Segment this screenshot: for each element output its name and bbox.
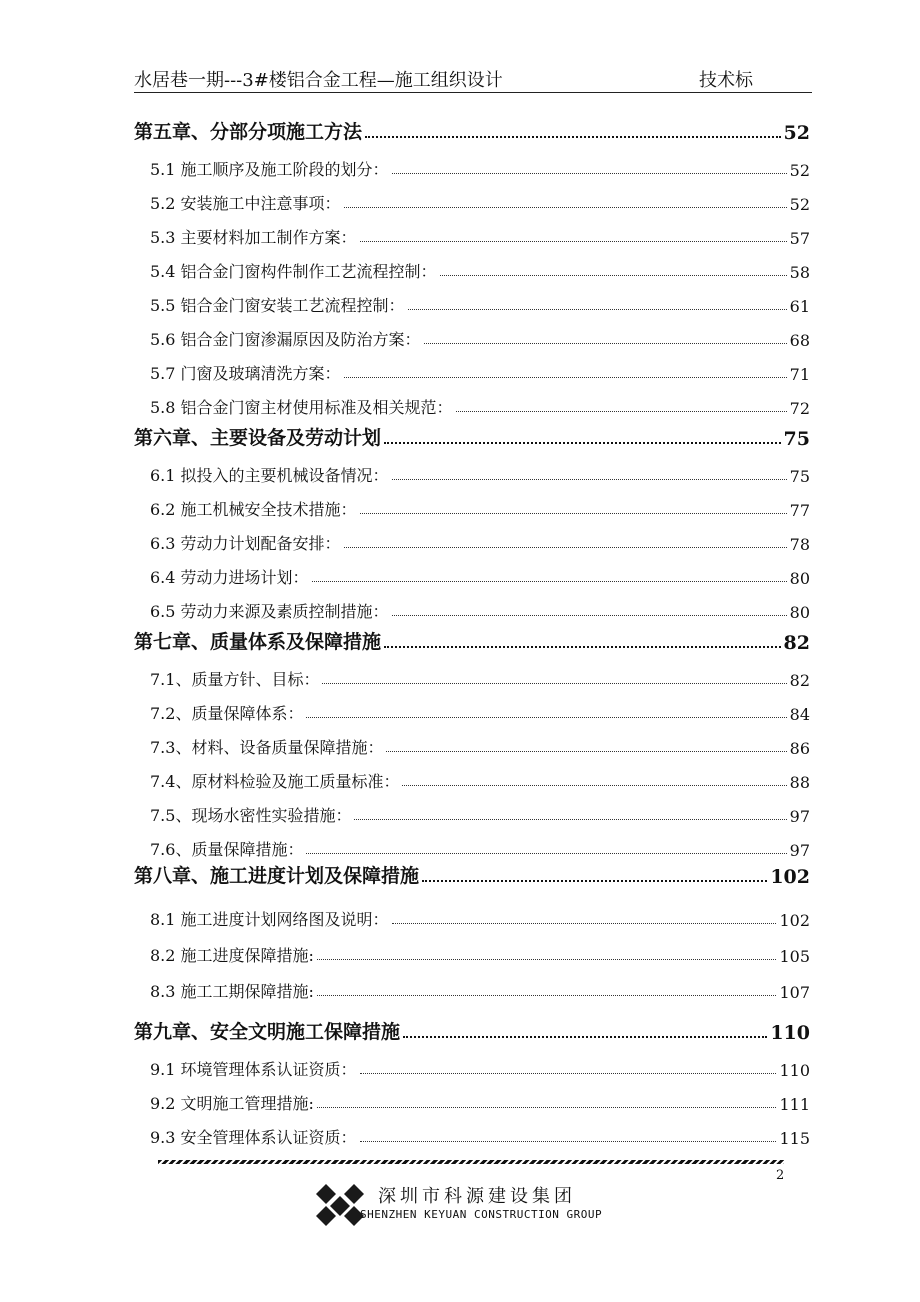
toc-section[interactable] (150, 154, 810, 180)
dot-leader (384, 646, 781, 648)
dot-leader (360, 1141, 777, 1142)
toc-section[interactable] (150, 392, 810, 418)
toc-label: 7.1、质量方针、目标： (150, 670, 320, 689)
toc-label: 5.1 施工顺序及施工阶段的划分： (150, 160, 389, 179)
dot-leader (422, 880, 767, 882)
toc-label: 5.5 铝合金门窗安装工艺流程控制： (150, 296, 405, 315)
toc-section[interactable] (150, 1088, 810, 1114)
toc-label: 第五章、分部分项施工方法 (134, 121, 363, 143)
toc-section[interactable] (150, 528, 810, 554)
toc-page: 77 (789, 501, 810, 520)
toc-label: 5.8 铝合金门窗主材使用标准及相关规范： (150, 398, 453, 417)
toc-label: 7.4、原材料检验及施工质量标准： (150, 772, 400, 791)
toc-section[interactable] (150, 1054, 810, 1080)
dot-leader (360, 1073, 777, 1074)
toc-page: 78 (789, 535, 810, 554)
toc-label: 8.3 施工工期保障措施: (150, 982, 314, 1001)
toc-section[interactable] (150, 494, 810, 520)
toc-page: 52 (789, 195, 810, 214)
toc-page: 82 (789, 671, 810, 690)
page-number: 2 (776, 1168, 785, 1183)
toc-page: 80 (789, 603, 810, 622)
toc-label: 7.3、材料、设备质量保障措施： (150, 738, 384, 757)
toc-page: 102 (770, 866, 810, 888)
toc-page: 57 (789, 229, 810, 248)
toc-page: 52 (783, 122, 810, 144)
document-type: 技术标 (699, 70, 753, 91)
toc-page: 52 (789, 161, 810, 180)
dot-leader (365, 136, 781, 138)
toc-section[interactable] (150, 800, 810, 826)
dot-leader (344, 377, 787, 378)
toc-section[interactable] (150, 976, 810, 1002)
toc-label: 6.1 拟投入的主要机械设备情况： (150, 466, 389, 485)
dot-leader (317, 1107, 777, 1108)
toc-page: 84 (789, 705, 810, 724)
toc-section[interactable] (150, 256, 810, 282)
toc-section[interactable] (150, 940, 810, 966)
toc-page: 110 (779, 1061, 810, 1080)
company-name-cn: 深圳市科源建设集团 (378, 1186, 576, 1207)
toc-label: 9.1 环境管理体系认证资质： (150, 1060, 357, 1079)
toc-label: 5.7 门窗及玻璃清洗方案： (150, 364, 341, 383)
toc-section[interactable] (150, 698, 810, 724)
dot-leader (424, 343, 787, 344)
toc-page: 102 (779, 911, 810, 930)
toc-section[interactable] (150, 222, 810, 248)
toc-section[interactable] (150, 460, 810, 486)
toc-label: 7.6、质量保障措施： (150, 840, 304, 859)
company-name-en: SHENZHEN KEYUAN CONSTRUCTION GROUP (360, 1208, 603, 1221)
toc-chapter[interactable] (134, 118, 810, 144)
dot-leader (360, 241, 787, 242)
toc-section[interactable] (150, 358, 810, 384)
dot-leader (360, 513, 787, 514)
toc-label: 6.2 施工机械安全技术措施： (150, 500, 357, 519)
dot-leader (322, 683, 786, 684)
dot-leader (344, 547, 787, 548)
footer-divider (158, 1160, 784, 1164)
toc-page: 75 (783, 428, 810, 450)
toc-chapter[interactable] (134, 1018, 810, 1044)
page-header (134, 64, 812, 93)
toc-chapter[interactable] (134, 628, 810, 654)
toc-label: 第八章、施工进度计划及保障措施 (134, 865, 420, 887)
dot-leader (456, 411, 787, 412)
toc-page: 72 (789, 399, 810, 418)
toc-label: 5.4 铝合金门窗构件制作工艺流程控制： (150, 262, 437, 281)
toc-section[interactable] (150, 324, 810, 350)
toc-label: 6.4 劳动力进场计划： (150, 568, 309, 587)
toc-label: 9.2 文明施工管理措施: (150, 1094, 314, 1113)
toc-page: 71 (789, 365, 810, 384)
dot-leader (392, 615, 787, 616)
toc-label: 6.3 劳动力计划配备安排： (150, 534, 341, 553)
toc-chapter[interactable] (134, 424, 810, 450)
dot-leader (392, 479, 787, 480)
dot-leader (386, 751, 786, 752)
dot-leader (392, 923, 777, 924)
toc-label: 第九章、安全文明施工保障措施 (134, 1021, 401, 1043)
toc-section[interactable] (150, 834, 810, 860)
toc-chapter[interactable] (134, 862, 810, 888)
toc-section[interactable] (150, 732, 810, 758)
dot-leader (344, 207, 787, 208)
toc-section[interactable] (150, 1122, 810, 1148)
toc-label: 7.5、现场水密性实验措施： (150, 806, 352, 825)
dot-leader (306, 853, 786, 854)
dot-leader (440, 275, 787, 276)
toc-page: 97 (789, 841, 810, 860)
dot-leader (306, 717, 786, 718)
toc-label: 7.2、质量保障体系： (150, 704, 304, 723)
toc-label: 5.6 铝合金门窗渗漏原因及防治方案： (150, 330, 421, 349)
dot-leader (317, 959, 777, 960)
toc-section[interactable] (150, 766, 810, 792)
toc-page: 115 (779, 1129, 810, 1148)
toc-section[interactable] (150, 904, 810, 930)
dot-leader (317, 995, 777, 996)
dot-leader (408, 309, 787, 310)
toc-page: 88 (789, 773, 810, 792)
toc-label: 5.2 安装施工中注意事项： (150, 194, 341, 213)
toc-section[interactable] (150, 562, 810, 588)
toc-page: 105 (779, 947, 810, 966)
toc-page: 75 (789, 467, 810, 486)
toc-page: 61 (789, 297, 810, 316)
toc-section[interactable] (150, 290, 810, 316)
toc-label: 6.5 劳动力来源及素质控制措施： (150, 602, 389, 621)
dot-leader (384, 442, 781, 444)
dot-leader (354, 819, 786, 820)
toc-page: 58 (789, 263, 810, 282)
toc-page: 111 (779, 1095, 810, 1114)
toc-label: 8.1 施工进度计划网络图及说明： (150, 910, 389, 929)
toc-section[interactable] (150, 664, 810, 690)
toc-label: 第七章、质量体系及保障措施 (134, 631, 382, 653)
toc-page: 97 (789, 807, 810, 826)
toc-page: 68 (789, 331, 810, 350)
toc-label: 第六章、主要设备及劳动计划 (134, 427, 382, 449)
dot-leader (312, 581, 787, 582)
toc-label: 5.3 主要材料加工制作方案： (150, 228, 357, 247)
document-title: 水居巷一期---3#楼铝合金工程—施工组织设计 (134, 70, 503, 91)
toc-page: 82 (783, 632, 810, 654)
toc-page: 86 (789, 739, 810, 758)
toc-page: 110 (770, 1022, 810, 1044)
dot-leader (402, 785, 786, 786)
dot-leader (403, 1036, 767, 1038)
toc-page: 80 (789, 569, 810, 588)
toc-page: 107 (779, 983, 810, 1002)
toc-label: 9.3 安全管理体系认证资质： (150, 1128, 357, 1147)
toc-section[interactable] (150, 596, 810, 622)
toc-label: 8.2 施工进度保障措施: (150, 946, 314, 965)
dot-leader (392, 173, 787, 174)
toc-section[interactable] (150, 188, 810, 214)
